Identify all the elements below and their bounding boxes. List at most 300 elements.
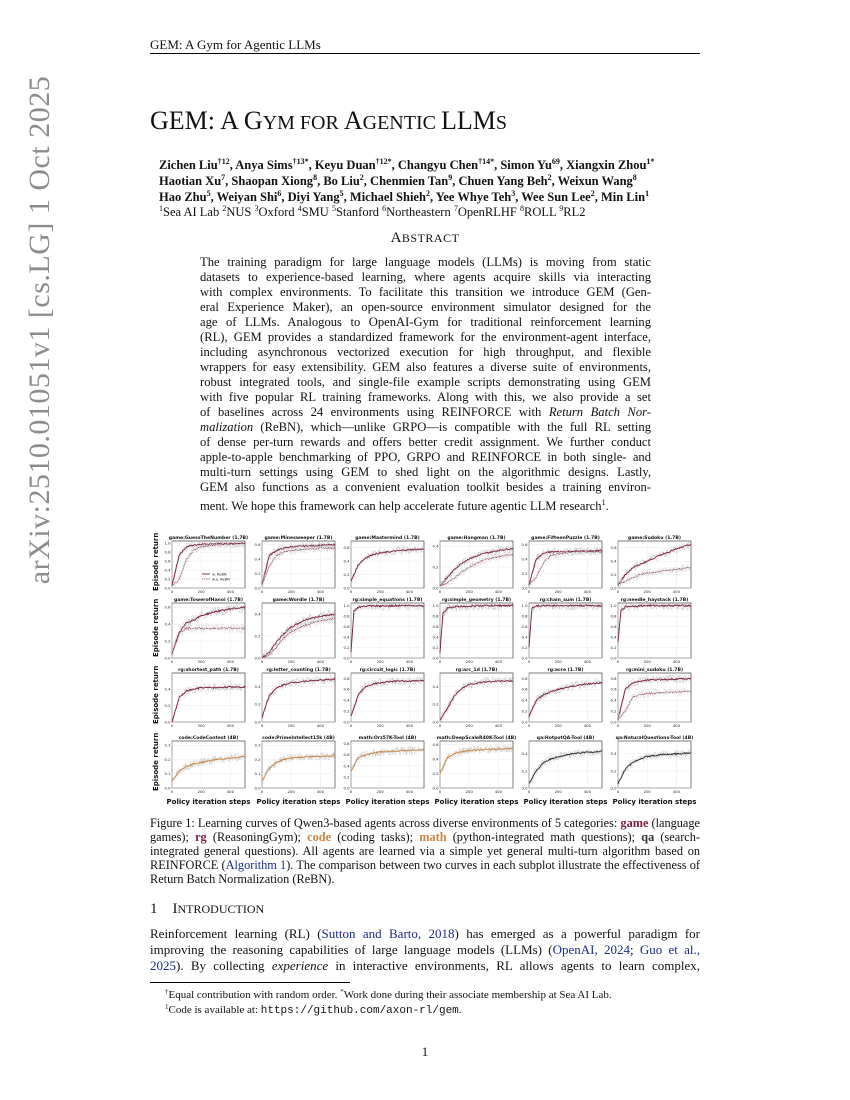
subplot-title: game:TowerofHanoi (1.7B)	[174, 598, 243, 603]
y-tick-label: 0.4	[343, 558, 350, 564]
subplot-title: game:Hangman (1.7B)	[447, 536, 506, 541]
x-tick-label: 400	[316, 659, 325, 664]
subplot-title: rg:acre (1.7B)	[547, 668, 584, 673]
subplot-title: rg:letter_counting (1.7B)	[266, 668, 331, 673]
subplot-svg	[426, 533, 519, 600]
footnote-rule	[150, 982, 350, 983]
y-tick-label: 0.6	[343, 752, 350, 758]
y-tick-label: 0.4	[432, 634, 439, 640]
y-tick-label: 0.2	[164, 638, 171, 644]
citation-guo-year[interactable]: 2025	[150, 958, 176, 973]
algorithm-link[interactable]: Algorithm 1	[225, 858, 287, 872]
x-tick-label: 200	[465, 659, 473, 664]
intro-line-2: improving the reasoning capabilities of large language models (LLMs) (OpenAI, 2024; Guo et al.,	[150, 942, 700, 957]
x-tick-label: 0	[170, 589, 174, 594]
y-tick-label: 0.0	[343, 585, 350, 591]
y-tick-label: 0.2	[432, 770, 439, 776]
x-tick-label: 200	[465, 789, 473, 794]
y-tick-label: 0.0	[164, 655, 171, 661]
y-tick-label: 0.1	[164, 771, 171, 777]
y-tick-label: 0.2	[432, 644, 439, 650]
subplot-svg	[604, 533, 697, 600]
y-tick-label: 0.2	[343, 708, 350, 714]
subplot-title: qa:NaturalQuestions-Tool (4B)	[615, 736, 694, 741]
x-tick-label: 200	[376, 723, 384, 728]
x-tick-label: 200	[554, 589, 562, 594]
y-tick-label: 0.4	[521, 634, 528, 640]
y-tick-label: 0.0	[432, 655, 439, 661]
x-tick-label: 200	[287, 789, 295, 794]
y-tick-label: 0.0	[164, 719, 171, 725]
y-tick-label: 0.2	[521, 768, 528, 774]
x-tick-label: 400	[494, 723, 503, 728]
plot-frame	[351, 603, 424, 658]
abstract-line: robust integrated tools, and single-file example scripts demonstrating using GEM	[200, 375, 651, 389]
y-tick-label: 0.6	[521, 623, 528, 629]
abstract-line: wrappers for easy extensibility. GEM also features a diverse suite of environments,	[200, 360, 651, 374]
x-tick-label: 400	[583, 589, 592, 594]
author-line-3: Hao Zhu$^5$, Weiyan Shi$^6$, Diyi Yang$^5$, Michael Shieh$^2$, Yee Whye Teh$^3$, Wee Sun Lee$^2$, Min Lin$^1$	[159, 189, 650, 204]
y-tick-label: 0.6	[610, 545, 617, 551]
abstract-line: of dense per-turn rewards and offers better credit assignment. We further conduct	[200, 435, 651, 449]
x-tick-label: 400	[405, 789, 414, 794]
x-tick-label: 0	[260, 723, 264, 728]
y-tick-label: 0.4	[432, 683, 439, 689]
y-tick-label: 0.2	[521, 708, 528, 714]
y-tick-label: 0.0	[343, 785, 350, 791]
x-tick-label: 200	[197, 589, 205, 594]
x-tick-label: 400	[494, 789, 503, 794]
x-tick-label: 0	[349, 589, 353, 594]
subplot-title: rg:chain_sum (1.7B)	[539, 598, 592, 603]
y-axis-label: Episode return	[152, 732, 160, 791]
subplot-rg	[604, 665, 697, 739]
abstract-line: with complex environments. To facilitate this transition we introduce GEM (Gen-	[200, 285, 651, 299]
subplot-svg	[337, 733, 430, 800]
footnote-2: $^1$Code is available at: https://github.com/axon-rl/gem.	[165, 1003, 462, 1017]
y-tick-label: 0.2	[164, 756, 171, 762]
y-tick-label: 0.0	[432, 785, 439, 791]
y-tick-label: 0.0	[610, 719, 617, 725]
x-axis-label: Policy iteration steps	[612, 798, 697, 806]
affiliations: $^1$Sea AI Lab $^2$NUS $^3$Oxford $^4$SMU $^5$Stanford $^6$Northeastern $^7$OpenRLHF $^8$ROLL $^9$RL2	[159, 204, 586, 219]
citation-sutton[interactable]: Sutton and Barto, 2018	[321, 926, 455, 941]
y-tick-label: 0.4	[343, 634, 350, 640]
plot-frame	[172, 741, 245, 788]
caption-line-1: Figure 1: Learning curves of Qwen3-based agents across diverse environments of 5 categories: game (language	[150, 816, 700, 830]
y-tick-label: 0.4	[521, 697, 528, 703]
y-tick-label: 0.6	[164, 558, 171, 564]
x-tick-label: 400	[583, 789, 592, 794]
y-tick-label: 0.6	[343, 686, 350, 692]
subplot-rg	[337, 665, 430, 739]
subplot-svg	[426, 665, 519, 734]
y-tick-label: 0.0	[521, 655, 528, 661]
y-tick-label: 1.0	[610, 603, 617, 609]
y-tick-label: 0.4	[254, 556, 261, 562]
y-tick-label: 0.4	[164, 686, 171, 692]
x-tick-label: 0	[349, 789, 353, 794]
x-tick-label: 400	[672, 659, 681, 664]
y-tick-label: 0.2	[343, 644, 350, 650]
x-tick-label: 0	[527, 589, 531, 594]
y-tick-label: 0.4	[521, 556, 528, 562]
subplot-title: game:Mastermind (1.7B)	[355, 536, 420, 541]
subplot-svg	[337, 665, 430, 734]
subplot-game	[158, 595, 251, 675]
y-tick-label: 0.6	[432, 742, 439, 748]
subplot-svg	[337, 533, 430, 600]
y-tick-label: 0.4	[432, 543, 439, 549]
x-tick-label: 400	[226, 723, 235, 728]
x-tick-label: 0	[616, 589, 620, 594]
y-tick-label: 0.3	[254, 742, 261, 748]
y-tick-label: 0.2	[521, 570, 528, 576]
y-tick-label: 0.4	[521, 751, 528, 757]
abstract-line: of baselines across 24 environments using REINFORCE with Return Batch Nor-	[200, 405, 651, 419]
y-tick-label: 0.0	[610, 655, 617, 661]
y-tick-label: 0.0	[432, 585, 439, 591]
subplot-svg	[158, 595, 251, 670]
subplot-math	[337, 733, 430, 805]
x-tick-label: 400	[494, 589, 503, 594]
x-tick-label: 200	[287, 589, 295, 594]
x-tick-label: 200	[197, 659, 205, 664]
citation-openai[interactable]: OpenAI, 2024	[552, 942, 630, 957]
y-tick-label: 0.2	[610, 708, 617, 714]
y-tick-label: 0.8	[610, 613, 617, 619]
intro-line-1: Reinforcement learning (RL) (Sutton and Barto, 2018) has emerged as a powerful paradigm for	[150, 926, 701, 941]
subplot-qa	[604, 733, 697, 805]
y-tick-label: 0.3	[164, 742, 171, 748]
y-tick-label: 0.0	[164, 785, 171, 791]
y-tick-label: 0.4	[610, 634, 617, 640]
x-tick-label: 400	[672, 589, 681, 594]
subplot-title: game:Minesweeper (1.7B)	[264, 536, 333, 541]
abstract-line: including asynchronous vectorized execution for high throughput, and flexible	[200, 345, 651, 359]
subplot-rg	[426, 595, 519, 675]
y-tick-label: 0.4	[610, 558, 617, 564]
y-tick-label: 0.4	[164, 621, 171, 627]
y-tick-label: 0.0	[343, 655, 350, 661]
x-tick-label: 400	[316, 789, 325, 794]
subplot-title: game:FifteenPuzzle (1.7B)	[531, 536, 600, 541]
abstract-line: ment. We hope this framework can help accelerate future agentic LLM research$^1$.	[200, 498, 609, 514]
x-tick-label: 0	[438, 789, 442, 794]
subplot-svg	[515, 665, 608, 734]
y-tick-label: 0.8	[432, 613, 439, 619]
caption-line-5: Return Batch Normalization (ReBN).	[150, 872, 335, 886]
arxiv-stamp-text: arXiv:2510.01051v1 [cs.LG] 1 Oct 2025	[23, 75, 56, 585]
legend-label-rebn: w. ReBN	[212, 572, 227, 577]
y-tick-label: 0.6	[610, 623, 617, 629]
subplot-svg	[604, 665, 697, 734]
subplot-math	[426, 733, 519, 805]
x-tick-label: 400	[226, 589, 235, 594]
x-axis-label: Policy iteration steps	[166, 798, 251, 806]
subplot-title: rg:circuit_logic (1.7B)	[359, 668, 416, 673]
y-tick-label: 0.0	[254, 655, 261, 661]
x-tick-label: 200	[376, 589, 384, 594]
y-axis-label: Episode return	[152, 665, 160, 724]
y-tick-label: 0.0	[521, 719, 528, 725]
x-tick-label: 0	[260, 589, 264, 594]
subplot-svg	[248, 733, 341, 800]
y-tick-label: 0.0	[254, 719, 261, 725]
subplot-rg	[604, 595, 697, 675]
x-tick-label: 0	[170, 723, 174, 728]
y-tick-label: 0.6	[521, 686, 528, 692]
x-tick-label: 0	[616, 659, 620, 664]
abstract-line: (RL), GEM provides a standardized framework for the environment-agent interface,	[200, 330, 651, 344]
caption-line-2: games); rg (ReasoningGym); code (coding tasks); math (python-integrated math questions); qa (search-	[150, 830, 700, 844]
subplot-rg	[248, 665, 341, 739]
subplot-title: rg:mini_sudoku (1.7B)	[625, 668, 684, 673]
y-tick-label: 0.2	[521, 644, 528, 650]
x-tick-label: 200	[643, 589, 651, 594]
x-tick-label: 200	[197, 723, 205, 728]
x-tick-label: 0	[527, 659, 531, 664]
page-number: 1	[421, 1044, 429, 1059]
y-tick-label: 0.2	[254, 633, 261, 639]
y-tick-label: 0.8	[521, 613, 528, 619]
x-tick-label: 200	[554, 723, 562, 728]
abstract-line: with five popular RL training frameworks. Along with this, we also provide a set	[200, 390, 651, 404]
subplot-title: code:PrimeIntellect15k (4B)	[262, 736, 335, 741]
subplot-title: game:Wordle (1.7B)	[272, 598, 325, 603]
y-tick-label: 0.4	[610, 751, 617, 757]
y-tick-label: 1.0	[521, 603, 528, 609]
x-tick-label: 0	[349, 723, 353, 728]
y-tick-label: 0.4	[254, 611, 261, 617]
y-tick-label: 0.0	[432, 719, 439, 725]
plot-frame	[618, 741, 691, 788]
x-tick-label: 400	[494, 659, 503, 664]
subplot-svg	[158, 533, 251, 600]
x-tick-label: 400	[316, 589, 325, 594]
x-tick-label: 400	[226, 789, 235, 794]
subplot-title: math:DeepScaleR40K-Tool (4B)	[436, 736, 517, 741]
abstract-line: GEM also functions as a convenient evaluation toolkit besides a training environ-	[200, 480, 651, 494]
x-tick-label: 0	[438, 659, 442, 664]
abstract-line: multi-turn settings using GEM to shed light on the algorithmic designs. Lastly,	[200, 465, 651, 479]
y-tick-label: 0.8	[343, 675, 350, 681]
y-tick-label: 0.2	[254, 570, 261, 576]
x-tick-label: 400	[405, 589, 414, 594]
y-tick-label: 0.2	[343, 774, 350, 780]
subplot-title: rg:simple_geometry (1.7B)	[441, 598, 512, 603]
running-head: GEM: A Gym for Agentic LLMs	[150, 37, 321, 52]
x-axis-label: Policy iteration steps	[256, 798, 341, 806]
legend-label-no-rebn: w.o. ReBN	[212, 577, 230, 582]
section-heading: 1 INTRODUCTION	[150, 901, 265, 917]
subplot-svg	[426, 733, 519, 800]
plot-frame	[618, 603, 691, 658]
y-tick-label: 0.6	[164, 604, 171, 610]
abstract-line: malization (ReBN), which—unlike GRPO—is compatible with the full RL setting	[200, 420, 651, 434]
y-tick-label: 0.6	[610, 686, 617, 692]
y-tick-label: 0.2	[254, 756, 261, 762]
y-tick-label: 0.0	[521, 785, 528, 791]
y-tick-label: 0.6	[432, 623, 439, 629]
citation-guo[interactable]: Guo et al.,	[639, 942, 700, 957]
y-tick-label: 0.8	[343, 741, 350, 747]
x-axis-label: Policy iteration steps	[523, 798, 608, 806]
x-tick-label: 400	[583, 659, 592, 664]
subplot-code	[248, 733, 341, 805]
x-tick-label: 400	[405, 723, 414, 728]
x-tick-label: 200	[465, 723, 473, 728]
y-tick-label: 0.4	[432, 756, 439, 762]
y-tick-label: 1.0	[164, 540, 171, 546]
plot-frame	[351, 541, 424, 588]
subplot-svg	[604, 733, 697, 800]
y-tick-label: 0.0	[521, 585, 528, 591]
y-tick-label: 0.2	[254, 701, 261, 707]
y-tick-label: 0.2	[164, 703, 171, 709]
subplot-rg	[515, 665, 608, 739]
x-tick-label: 200	[554, 789, 562, 794]
y-tick-label: 0.4	[610, 697, 617, 703]
subplot-svg	[515, 595, 608, 670]
x-tick-label: 200	[465, 589, 473, 594]
subplot-title: game:Sudoku (1.7B)	[628, 536, 681, 541]
x-tick-label: 0	[527, 789, 531, 794]
y-tick-label: 0.8	[343, 613, 350, 619]
x-tick-label: 200	[197, 789, 205, 794]
y-tick-label: 0.2	[610, 571, 617, 577]
y-tick-label: 0.6	[343, 623, 350, 629]
x-tick-label: 0	[438, 589, 442, 594]
y-tick-label: 1.0	[343, 603, 350, 609]
subplot-title: game:GuessTheNumber (1.7B)	[168, 536, 249, 541]
footnote-1: †Equal contribution with random order. *Work done during their associate membership at Sea AI Lab.	[165, 988, 612, 1001]
subplot-svg	[604, 595, 697, 670]
abstract-line: The training paradigm for large language models (LLMs) is moving from static	[200, 255, 651, 269]
subplot-svg	[248, 533, 341, 600]
x-tick-label: 0	[527, 723, 531, 728]
y-tick-label: 1.0	[432, 603, 439, 609]
plot-frame	[262, 741, 335, 788]
intro-line-3: 2025). By collecting experience in interactive environments, RL allows agents to learn complex,	[150, 958, 700, 973]
y-tick-label: 0.2	[343, 571, 350, 577]
subplot-svg	[426, 595, 519, 670]
caption-line-4: REINFORCE (Algorithm 1). The comparison between two curves in each subplot illustrate the effectiveness of	[150, 858, 700, 872]
paper-title: GEM: A GYM FOR AGENTIC LLMS	[150, 106, 507, 135]
x-tick-label: 0	[438, 723, 442, 728]
x-axis-label: Policy iteration steps	[345, 798, 430, 806]
abstract-line: eral Experience Maker), an open-source environment simulator designed for the	[200, 300, 651, 314]
subplot-svg	[248, 595, 341, 670]
subplot-svg	[248, 665, 341, 734]
x-tick-label: 0	[170, 659, 174, 664]
y-tick-label: 0.4	[343, 697, 350, 703]
subplot-rg	[158, 665, 251, 739]
y-tick-label: 0.2	[610, 768, 617, 774]
subplot-title: code:CodeContest (4B)	[178, 736, 239, 741]
x-tick-label: 0	[260, 659, 264, 664]
y-tick-label: 0.0	[254, 585, 261, 591]
x-tick-label: 400	[226, 659, 235, 664]
abstract-line: age of LLMs. Analogous to OpenAI-Gym for traditional reinforcement learning	[200, 315, 651, 329]
x-tick-label: 200	[643, 659, 651, 664]
x-axis-label: Policy iteration steps	[434, 798, 519, 806]
y-tick-label: 0.0	[610, 585, 617, 591]
header-rule	[150, 53, 700, 54]
subplot-title: math:Orz57K-Tool (4B)	[358, 736, 417, 741]
y-tick-label: 0.2	[432, 701, 439, 707]
y-axis-label: Episode return	[152, 598, 160, 657]
subplot-code	[158, 733, 251, 805]
x-tick-label: 200	[376, 659, 384, 664]
x-tick-label: 400	[672, 723, 681, 728]
plot-frame	[440, 603, 513, 658]
x-tick-label: 200	[643, 723, 651, 728]
abstract-heading: ABSTRACT	[390, 230, 460, 246]
subplot-svg	[337, 595, 430, 670]
x-tick-label: 200	[287, 659, 295, 664]
subplot-svg	[515, 733, 608, 800]
subplot-svg	[515, 533, 608, 600]
y-tick-label: 0.1	[254, 771, 261, 777]
plot-frame	[351, 673, 424, 722]
x-tick-label: 200	[376, 789, 384, 794]
x-tick-label: 0	[616, 789, 620, 794]
y-tick-label: 0.2	[432, 564, 439, 570]
y-tick-label: 0.8	[521, 675, 528, 681]
x-tick-label: 400	[316, 723, 325, 728]
y-axis-label: Episode return	[152, 532, 160, 591]
x-tick-label: 200	[287, 723, 295, 728]
y-tick-label: 0.4	[164, 567, 171, 573]
y-tick-label: 0.6	[521, 542, 528, 548]
x-tick-label: 400	[672, 789, 681, 794]
subplot-rg	[337, 595, 430, 675]
y-tick-label: 0.8	[164, 549, 171, 555]
x-tick-label: 400	[583, 723, 592, 728]
abstract-line: datasets to experience-based learning, where agents acquire skills via interacting	[200, 270, 651, 284]
code-url-link[interactable]: https://github.com/axon-rl/gem	[260, 1005, 459, 1017]
subplot-qa	[515, 733, 608, 805]
subplot-svg	[158, 665, 251, 734]
y-tick-label: 0.0	[343, 719, 350, 725]
plot-frame	[172, 673, 245, 722]
author-line-2: Haotian Xu$^7$, Shaopan Xiong$^8$, Bo Liu$^2$, Chenmien Tan$^9$, Chuen Yang Beh$^2$, Weixun Wang$^8$	[159, 173, 637, 188]
subplot-game	[248, 595, 341, 675]
plot-frame	[529, 603, 602, 658]
x-tick-label: 0	[349, 659, 353, 664]
x-tick-label: 0	[170, 789, 174, 794]
subplot-title: qa:HotpotQA-Tool (4B)	[536, 736, 595, 741]
y-tick-label: 0.0	[164, 585, 171, 591]
y-tick-label: 0.2	[164, 576, 171, 582]
subplot-rg	[515, 595, 608, 675]
abstract-line: apple-to-apple benchmarking of PPO, GRPO and REINFORCE in both single- and	[200, 450, 651, 464]
y-tick-label: 0.0	[254, 785, 261, 791]
y-tick-label: 0.6	[254, 542, 261, 548]
y-tick-label: 0.4	[254, 683, 261, 689]
subplot-title: rg:simple_equations (1.7B)	[352, 598, 423, 603]
x-tick-label: 0	[260, 789, 264, 794]
y-tick-label: 0.6	[343, 545, 350, 551]
x-tick-label: 400	[405, 659, 414, 664]
caption-line-3: integrated general questions). All agents are learned via a simple yet general multi-turn algorithm based on	[150, 844, 700, 858]
subplot-svg	[158, 733, 251, 800]
subplot-title: rg:arc_1d (1.7B)	[455, 668, 498, 673]
x-tick-label: 200	[554, 659, 562, 664]
x-tick-label: 0	[616, 723, 620, 728]
subplot-title: rg:shortest_path (1.7B)	[178, 668, 239, 673]
